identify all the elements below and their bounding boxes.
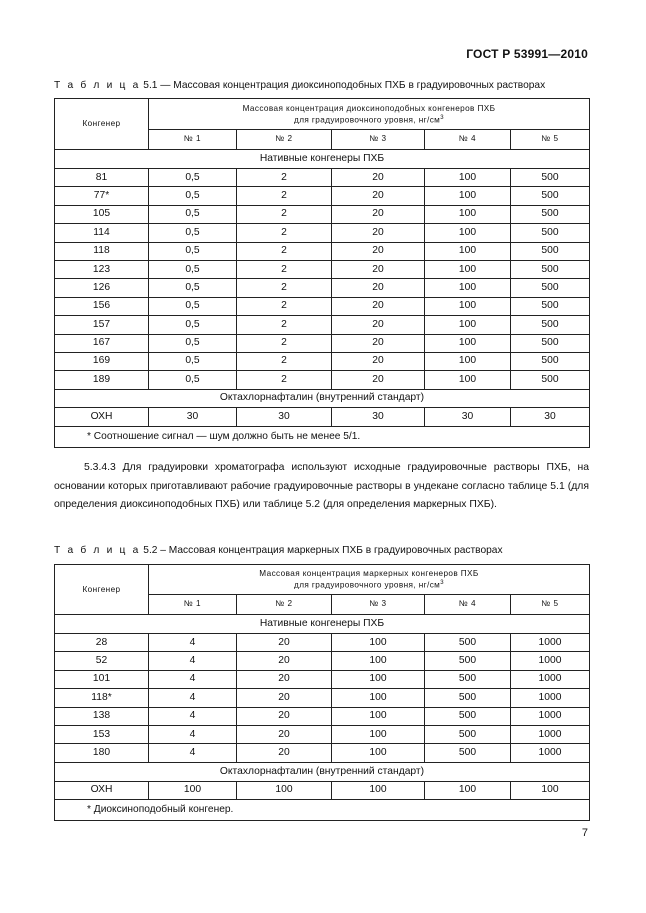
value-cell: 4 (149, 725, 237, 743)
value-cell: 500 (425, 634, 511, 652)
table1-caption (54, 80, 545, 91)
congener-header: Конгенер (55, 565, 149, 615)
value-cell: 20 (237, 634, 332, 652)
value-cell: 0,5 (149, 371, 237, 389)
table-row (55, 707, 590, 725)
value-cell: 500 (425, 670, 511, 688)
value-cell: 0,5 (149, 279, 237, 297)
value-cell: 100 (332, 707, 425, 725)
value-cell: 0,5 (149, 169, 237, 187)
table2-caption-label: Т а б л и ц а (54, 545, 141, 556)
concentration-header-sup: 3 (440, 580, 444, 587)
congener-cell: 189 (55, 371, 149, 389)
table-row (55, 260, 590, 278)
value-cell: 100 (237, 781, 332, 799)
value-cell: 4 (149, 670, 237, 688)
congener-cell: 52 (55, 652, 149, 670)
value-cell: 0,5 (149, 205, 237, 223)
value-cell: 2 (237, 224, 332, 242)
table2-caption (54, 545, 503, 556)
congener-cell: 114 (55, 224, 149, 242)
value-cell: 4 (149, 707, 237, 725)
level-header-4: № 4 (425, 130, 511, 150)
value-cell: 20 (332, 224, 425, 242)
congener-cell: 101 (55, 670, 149, 688)
table-row (55, 652, 590, 670)
concentration-header-line1: Массовая концентрация маркерных конгенеров ПХБ (259, 569, 479, 579)
level-header-1: № 1 (149, 595, 237, 615)
value-cell: 2 (237, 279, 332, 297)
value-cell: 2 (237, 371, 332, 389)
level-header-5: № 5 (511, 595, 590, 615)
value-cell: 100 (425, 224, 511, 242)
level-header-2: № 2 (237, 130, 332, 150)
value-cell: 20 (332, 352, 425, 370)
value-cell: 0,5 (149, 260, 237, 278)
native-section-title: Нативные конгенеры ПХБ (55, 150, 590, 169)
value-cell: 100 (425, 279, 511, 297)
value-cell: 1000 (511, 634, 590, 652)
table2-footnote: * Диоксиноподобный конгенер. (55, 799, 590, 820)
congener-cell: 138 (55, 707, 149, 725)
table2-caption-text: 5.2 – Массовая концентрация маркерных ПХБ в градуировочных растворах (140, 545, 503, 556)
value-cell: 2 (237, 316, 332, 334)
value-cell: 100 (425, 371, 511, 389)
value-cell: 500 (511, 205, 590, 223)
congener-cell: 157 (55, 316, 149, 334)
value-cell: 500 (511, 279, 590, 297)
value-cell: 1000 (511, 707, 590, 725)
section-paragraph (54, 459, 589, 515)
value-cell: 500 (511, 169, 590, 187)
value-cell: 100 (425, 781, 511, 799)
value-cell: 500 (511, 334, 590, 352)
value-cell: 100 (332, 670, 425, 688)
value-cell: 30 (425, 407, 511, 426)
table-row (55, 334, 590, 352)
value-cell: 30 (511, 407, 590, 426)
value-cell: 500 (425, 725, 511, 743)
value-cell: 100 (332, 652, 425, 670)
value-cell: 100 (425, 316, 511, 334)
value-cell: 0,5 (149, 242, 237, 260)
value-cell: 2 (237, 205, 332, 223)
table1-caption-text: 5.1 — Массовая концентрация диоксиноподобных ПХБ в градуировочных растворах (140, 80, 546, 91)
table-row (55, 169, 590, 187)
table-5-1 (54, 98, 590, 448)
internal-standard-row (55, 407, 590, 426)
table-row (55, 352, 590, 370)
value-cell: 100 (425, 242, 511, 260)
internal-standard-section-title: Октахлорнафталин (внутренний стандарт) (55, 762, 590, 781)
value-cell: 1000 (511, 725, 590, 743)
table-row (55, 371, 590, 389)
value-cell: 0,5 (149, 297, 237, 315)
value-cell: 500 (511, 260, 590, 278)
value-cell: 0,5 (149, 316, 237, 334)
value-cell: 30 (149, 407, 237, 426)
value-cell: 500 (511, 242, 590, 260)
congener-cell: 123 (55, 260, 149, 278)
congener-cell: ОХН (55, 781, 149, 799)
value-cell: 20 (237, 670, 332, 688)
value-cell: 1000 (511, 689, 590, 707)
value-cell: 100 (511, 781, 590, 799)
table-row (55, 689, 590, 707)
value-cell: 20 (237, 707, 332, 725)
value-cell: 100 (332, 725, 425, 743)
congener-cell: 180 (55, 744, 149, 762)
level-header-5: № 5 (511, 130, 590, 150)
value-cell: 20 (332, 316, 425, 334)
value-cell: 4 (149, 652, 237, 670)
congener-cell: 118* (55, 689, 149, 707)
value-cell: 500 (511, 224, 590, 242)
page-number: 7 (581, 827, 588, 839)
congener-cell: 156 (55, 297, 149, 315)
native-section-title: Нативные конгенеры ПХБ (55, 615, 590, 634)
concentration-header-sup: 3 (440, 114, 444, 121)
value-cell: 100 (425, 260, 511, 278)
value-cell: 100 (425, 205, 511, 223)
table-row (55, 242, 590, 260)
value-cell: 100 (332, 781, 425, 799)
congener-cell: 28 (55, 634, 149, 652)
level-header-3: № 3 (332, 595, 425, 615)
table-row (55, 316, 590, 334)
value-cell: 100 (332, 689, 425, 707)
table-row (55, 205, 590, 223)
table-row (55, 279, 590, 297)
table-row (55, 670, 590, 688)
value-cell: 20 (237, 689, 332, 707)
concentration-header (149, 565, 590, 595)
concentration-header-line2: для градуировочного уровня, нг/см (294, 580, 441, 590)
value-cell: 1000 (511, 652, 590, 670)
value-cell: 20 (237, 725, 332, 743)
standard-code: ГОСТ Р 53991—2010 (466, 47, 588, 61)
value-cell: 20 (332, 260, 425, 278)
value-cell: 1000 (511, 744, 590, 762)
congener-header: Конгенер (55, 99, 149, 150)
congener-cell: 169 (55, 352, 149, 370)
value-cell: 100 (149, 781, 237, 799)
value-cell: 2 (237, 187, 332, 205)
value-cell: 2 (237, 260, 332, 278)
table-row (55, 224, 590, 242)
value-cell: 100 (425, 297, 511, 315)
value-cell: 1000 (511, 670, 590, 688)
congener-cell: 81 (55, 169, 149, 187)
value-cell: 500 (511, 316, 590, 334)
level-header-3: № 3 (332, 130, 425, 150)
value-cell: 2 (237, 169, 332, 187)
table1-caption-label: Т а б л и ц а (54, 80, 141, 91)
value-cell: 20 (332, 371, 425, 389)
congener-cell: ОХН (55, 407, 149, 426)
congener-cell: 167 (55, 334, 149, 352)
value-cell: 100 (425, 334, 511, 352)
concentration-header-line2: для градуировочного уровня, нг/см (294, 115, 441, 125)
value-cell: 2 (237, 352, 332, 370)
table1-footnote: * Соотношение сигнал — шум должно быть не менее 5/1. (55, 426, 590, 447)
value-cell: 0,5 (149, 187, 237, 205)
value-cell: 100 (425, 169, 511, 187)
concentration-header (149, 99, 590, 130)
value-cell: 30 (237, 407, 332, 426)
table-row (55, 297, 590, 315)
congener-cell: 153 (55, 725, 149, 743)
table-5-2 (54, 564, 590, 821)
value-cell: 0,5 (149, 334, 237, 352)
value-cell: 20 (332, 169, 425, 187)
value-cell: 500 (425, 744, 511, 762)
table-row (55, 187, 590, 205)
value-cell: 100 (425, 352, 511, 370)
congener-cell: 105 (55, 205, 149, 223)
value-cell: 20 (332, 205, 425, 223)
value-cell: 20 (332, 297, 425, 315)
value-cell: 500 (511, 371, 590, 389)
value-cell: 2 (237, 242, 332, 260)
value-cell: 0,5 (149, 224, 237, 242)
table-row (55, 744, 590, 762)
value-cell: 500 (511, 297, 590, 315)
level-header-2: № 2 (237, 595, 332, 615)
internal-standard-section-title: Октахлорнафталин (внутренний стандарт) (55, 389, 590, 407)
table-row (55, 725, 590, 743)
paragraph-5-3-4-3: 5.3.4.3 Для градуировки хроматографа используют исходные градуировочные растворы ПХБ, на основании которых приготавливают рабочие градуировочные растворы в ундекане согласно таблице 5.1 (для определения диоксиноподобных ПХБ) или таблице 5.2 (для определения маркерных ПХБ). (54, 462, 589, 510)
value-cell: 20 (237, 744, 332, 762)
value-cell: 100 (332, 744, 425, 762)
value-cell: 20 (237, 652, 332, 670)
concentration-header-line1: Массовая концентрация диоксиноподобных конгенеров ПХБ (242, 103, 496, 113)
internal-standard-row (55, 781, 590, 799)
value-cell: 4 (149, 689, 237, 707)
value-cell: 0,5 (149, 352, 237, 370)
value-cell: 20 (332, 334, 425, 352)
value-cell: 2 (237, 297, 332, 315)
value-cell: 2 (237, 334, 332, 352)
value-cell: 500 (425, 689, 511, 707)
value-cell: 20 (332, 187, 425, 205)
level-header-1: № 1 (149, 130, 237, 150)
value-cell: 500 (511, 352, 590, 370)
value-cell: 4 (149, 744, 237, 762)
value-cell: 20 (332, 242, 425, 260)
congener-cell: 118 (55, 242, 149, 260)
value-cell: 500 (425, 652, 511, 670)
value-cell: 500 (511, 187, 590, 205)
value-cell: 100 (332, 634, 425, 652)
table-row (55, 634, 590, 652)
value-cell: 4 (149, 634, 237, 652)
value-cell: 20 (332, 279, 425, 297)
value-cell: 30 (332, 407, 425, 426)
level-header-4: № 4 (425, 595, 511, 615)
value-cell: 100 (425, 187, 511, 205)
congener-cell: 77* (55, 187, 149, 205)
value-cell: 500 (425, 707, 511, 725)
congener-cell: 126 (55, 279, 149, 297)
